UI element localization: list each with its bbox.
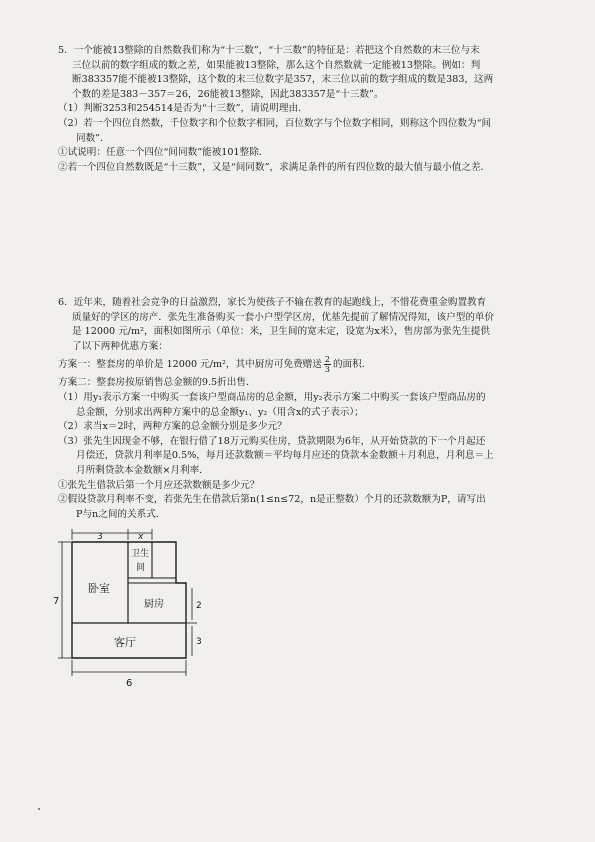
fraction-denominator: 3 xyxy=(324,365,330,375)
room-label-bedroom: 卧室 xyxy=(88,582,110,595)
q5-subquestion-2-cont: 同数”． xyxy=(76,132,110,144)
dim-label-left: 7 xyxy=(53,596,60,607)
room-label-bathroom-line-2: 间 xyxy=(136,563,146,573)
dim-label-top-left: 3 xyxy=(97,532,103,542)
q6-part-2: ②假设贷款月利率不变，若张先生在借款后第n(1≤n≤72，n是正整数）个月的还款数额为P，请写出 xyxy=(58,494,486,506)
q6-stem-line-1: 6．近年来，随着社会竞争的日益激烈，家长为使孩子不输在教育的起跑线上，不惜花费重金购置教育 xyxy=(58,297,487,308)
q5-stem-line-1: 5．一个能被13整除的自然数我们称为“十三数”，“十三数”的特征是：若把这个自然数的末三位与末 xyxy=(58,45,480,56)
q6-part-2-cont: P与n之间的关系式． xyxy=(76,508,166,520)
q6-plan-1-fraction xyxy=(324,355,331,374)
q6-part-1: ①张先生借款后第一个月应还款数额是多少元？ xyxy=(58,479,260,491)
q5-subquestion-2: （2）若一个四位自然数，千位数字和个位数字相同，百位数字与个位数字相同，则称这个四位数为“间 xyxy=(58,117,492,129)
q6-stem-line-3: 是 12000 元/m²，面积如图所示（单位：米，卫生间的宽未定，设宽为x米），售房部为张先生提供 xyxy=(72,326,490,338)
fraction-numerator: 2 xyxy=(324,355,330,365)
q6-plan-2: 方案二：整套房按原销售总金额的9.5折出售． xyxy=(58,377,256,389)
question-5 xyxy=(58,44,558,175)
q6-subquestion-2: （2）求当x＝2时，两种方案的总金额分别是多少元？ xyxy=(58,421,287,433)
dim-label-top-right: x xyxy=(138,532,144,542)
q5-stem-line-3: 断383357能不能被13整除，这个数的末三位数字是357，末三位以前的数字组成的数是383，这两 xyxy=(72,74,494,86)
q6-subquestion-3-cont-2: 月所剩贷款本金数额×月利率． xyxy=(76,464,209,476)
dim-label-right-upper: 2 xyxy=(196,601,202,611)
floor-plan-figure xyxy=(52,528,212,702)
q6-plan-1-text: 方案一：整套房的单价是 12000 元/m²，其中厨房可免费赠送 xyxy=(58,359,322,371)
q5-part-1: ①试说明：任意一个四位“间同数”能被101整除． xyxy=(58,147,269,159)
q6-subquestion-3: （3）张先生因现金不够，在银行借了18万元购买住房，贷款期限为6年，从开始贷款的下一个月起还 xyxy=(58,435,486,447)
q6-subquestion-1: （1）用y₁表示方案一中购买一套该户型商品房的总金额，用y₂表示方案二中购买一套该户型商品房的 xyxy=(58,391,486,403)
q5-stem-line-2: 三位以前的数字组成的数之差，如果能被13整除，那么这个自然数就一定能被13整除。例如：判 xyxy=(72,59,481,71)
dim-label-bottom: 6 xyxy=(126,678,133,689)
q6-stem-line-4: 了以下两种优惠方案： xyxy=(72,340,168,352)
q6-subquestion-3-cont-1: 月偿还，贷款月利率是0.5%，每月还款数额＝平均每月应还的贷款本金数额＋月利息，月利息＝上 xyxy=(76,450,494,462)
q6-plan-1 xyxy=(58,354,558,376)
room-label-living-room: 客厅 xyxy=(114,636,136,649)
q6-subquestion-1-cont: 总金额，分别求出两种方案中的总金额y₁、y₂（用含x的式子表示）； xyxy=(76,406,364,418)
scan-speck xyxy=(38,808,40,810)
question-6 xyxy=(58,296,558,522)
dim-label-right-lower: 3 xyxy=(196,637,202,647)
room-label-kitchen: 厨房 xyxy=(144,599,164,610)
q6-plan-1-text-end: 的面积． xyxy=(332,359,372,371)
q5-subquestion-1: （1）判断3253和254514是否为“十三数”，请说明理由． xyxy=(58,103,308,115)
q5-stem-line-4: 个数的差是383－357＝26，26能被13整除，因此383357是“十三数”。 xyxy=(72,88,384,100)
floor-plan-svg xyxy=(52,528,212,698)
q5-part-2: ②若一个四位自然数既是“十三数”，又是“间同数”，求满足条件的所有四位数的最大值与最小值之差． xyxy=(58,161,491,173)
q6-stem-line-2: 质量好的学区的房产．张先生准备购买一套小户型学区房，优基先提前了解情况得知，该户型的单价 xyxy=(72,311,495,323)
room-label-bathroom-line-1: 卫生 xyxy=(131,549,150,559)
